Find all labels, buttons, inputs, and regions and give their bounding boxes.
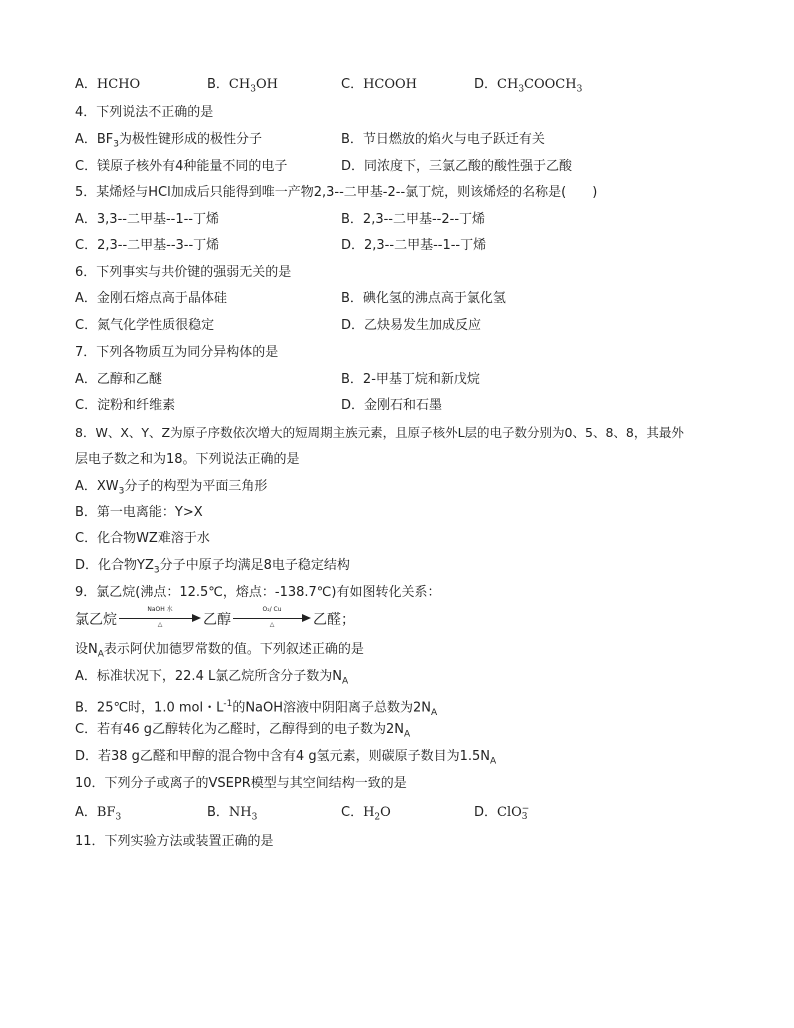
text: 设N xyxy=(75,642,98,657)
formula-text: OH xyxy=(255,77,278,92)
option-prefix: B． xyxy=(207,805,229,820)
formula-subscript: 3 xyxy=(521,811,528,822)
q8-stem-line1: 8．W、X、Y、Z为原子序数依次增大的短周期主族元素，且原子核外L层的电子数分别为0、5、8、8，其最外 xyxy=(75,425,684,440)
formula-subscript: 3 xyxy=(115,812,122,823)
q10-option-c xyxy=(341,804,391,827)
formula-sup-sub xyxy=(522,805,530,821)
q8-option-b: B．第一电离能：Y>X xyxy=(75,505,203,520)
subscript: A xyxy=(431,707,438,718)
option-prefix: C． xyxy=(341,77,364,92)
q10-option-a xyxy=(75,804,121,827)
q5-option-c: C．2,3--二甲基--3--丁烯 xyxy=(75,238,220,253)
option-prefix: B． xyxy=(207,77,229,92)
q8-option-a xyxy=(75,478,267,501)
q9-option-b xyxy=(75,695,437,722)
q8-stem-line2: 层电子数之和为18。下列说法正确的是 xyxy=(75,452,300,467)
formula-text: COOCH xyxy=(524,77,577,92)
formula-text: HCOOH xyxy=(363,77,418,92)
option-text: 分子的构型为平面三角形 xyxy=(124,479,268,494)
q3-option-b xyxy=(207,76,278,99)
formula-subscript: 3 xyxy=(250,84,256,95)
arrow-condition-bottom: △ xyxy=(269,621,275,628)
formula-superscript: − xyxy=(521,803,530,814)
q6-stem: 6．下列事实与共价键的强弱无关的是 xyxy=(75,265,292,280)
q11-stem: 11．下列实验方法或装置正确的是 xyxy=(75,834,274,849)
option-text: A．BF xyxy=(75,132,114,147)
q10-stem: 10．下列分子或离子的VSEPR模型与其空间结构一致的是 xyxy=(75,776,407,791)
subscript: A xyxy=(341,676,349,687)
option-text: C．若有46 g乙醇转化为乙醛时，乙醇得到的电子数为2N xyxy=(75,722,404,737)
q9-na-definition xyxy=(75,641,364,664)
subscript: A xyxy=(490,756,497,767)
formula-text: O xyxy=(380,805,391,820)
option-text: A．标准状况下，22.4 L氯乙烷所含分子数为N xyxy=(75,669,342,684)
q4-option-a xyxy=(75,131,262,154)
q8-option-c: C．化合物WZ难溶于水 xyxy=(75,531,210,546)
q9-option-d xyxy=(75,748,496,771)
q6-option-b: B．碘化氢的沸点高于氯化氢 xyxy=(341,291,506,306)
q9-option-c xyxy=(75,721,410,744)
q5-option-b: B．2,3--二甲基--2--丁烯 xyxy=(341,212,486,227)
formula-subscript: 3 xyxy=(153,565,160,576)
formula-text: NH xyxy=(228,805,252,820)
formula-subscript: 3 xyxy=(113,139,120,150)
reaction-arrow-2 xyxy=(233,606,311,630)
q5-option-d: D．2,3--二甲基--1--丁烯 xyxy=(341,238,487,253)
reactant-chloroethane: 氯乙烷 xyxy=(75,612,117,628)
q6-option-c: C．氮气化学性质很稳定 xyxy=(75,318,215,333)
q10-option-d xyxy=(474,804,529,822)
subscript: A xyxy=(404,729,411,740)
option-text: D．若38 g乙醛和甲醇的混合物中含有4 g氢元素，则碳原子数目为1.5N xyxy=(75,749,490,764)
formula-subscript: 2 xyxy=(374,812,381,823)
arrow-condition-bottom: △ xyxy=(157,621,163,628)
reaction-arrow-1 xyxy=(119,606,201,630)
arrow-shaft xyxy=(119,618,193,619)
product-ethanol: 乙醇 xyxy=(203,612,231,628)
q3-option-d xyxy=(474,76,582,99)
formula-text: ClO xyxy=(497,805,522,820)
formula-text: HCHO xyxy=(96,77,141,92)
q3-option-a xyxy=(75,76,140,94)
q3-option-c xyxy=(341,76,417,94)
option-text: 为极性键形成的极性分子 xyxy=(119,132,263,147)
option-prefix: D． xyxy=(474,77,498,92)
formula-text: H xyxy=(363,805,375,820)
q8-option-d xyxy=(75,557,350,580)
q7-option-a: A．乙醇和乙醚 xyxy=(75,372,162,387)
option-text: 分子中原子均满足8电子稳定结构 xyxy=(159,558,350,573)
q9-option-a xyxy=(75,668,348,691)
q5-stem: 5．某烯烃与HCl加成后只能得到唯一产物2,3--二甲基-2--氯丁烷，则该烯烃的名称是( ) xyxy=(75,185,598,200)
arrow-condition-top: NaOH 水 xyxy=(147,606,173,613)
option-text: A．XW xyxy=(75,479,119,494)
q9-stem: 9．氯乙烷(沸点：12.5℃，熔点：-138.7℃)有如图转化关系： xyxy=(75,585,441,600)
formula-text: CH xyxy=(228,77,251,92)
q4-option-c: C．镁原子核外有4种能量不同的电子 xyxy=(75,159,288,174)
subscript: A xyxy=(97,649,104,660)
q7-option-d: D．金刚石和石墨 xyxy=(341,398,443,413)
q6-option-d: D．乙炔易发生加成反应 xyxy=(341,318,482,333)
q4-stem: 4．下列说法不正确的是 xyxy=(75,105,214,120)
option-text: B．25℃时，1.0 mol・L xyxy=(75,700,224,716)
option-prefix: D． xyxy=(474,805,498,820)
q7-stem: 7．下列各物质互为同分异构体的是 xyxy=(75,345,279,360)
q6-option-a: A．金刚石熔点高于晶体硅 xyxy=(75,291,227,306)
option-prefix: C． xyxy=(341,805,364,820)
option-text: 的NaOH溶液中阴阳离子总数为2N xyxy=(232,700,432,716)
q10-option-b xyxy=(207,804,257,827)
arrow-condition-top: O₂/ Cu xyxy=(262,606,282,613)
q4-option-d: D．同浓度下，三氯乙酸的酸性强于乙酸 xyxy=(341,159,573,174)
q4-option-b: B．节日燃放的焰火与电子跃迁有关 xyxy=(341,132,545,147)
q7-option-b: B．2-甲基丁烷和新戊烷 xyxy=(341,372,480,387)
option-text: D．化合物YZ xyxy=(75,558,154,573)
product-acetaldehyde: 乙醛； xyxy=(313,612,355,628)
option-prefix: A． xyxy=(75,77,97,92)
q7-option-c: C．淀粉和纤维素 xyxy=(75,398,176,413)
text: 表示阿伏加德罗常数的值。下列叙述正确的是 xyxy=(103,642,364,657)
option-prefix: A． xyxy=(75,805,97,820)
q9-reaction-scheme xyxy=(75,606,375,630)
formula-subscript: 3 xyxy=(251,812,258,823)
arrow-shaft xyxy=(233,618,303,619)
q5-option-a: A．3,3--二甲基--1--丁烯 xyxy=(75,212,219,227)
formula-text: BF xyxy=(96,805,116,820)
formula-subscript: 3 xyxy=(118,486,125,497)
formula-subscript: 3 xyxy=(576,84,583,95)
formula-text: CH xyxy=(497,77,519,92)
superscript: -1 xyxy=(223,699,233,709)
formula-subscript: 3 xyxy=(518,84,525,95)
